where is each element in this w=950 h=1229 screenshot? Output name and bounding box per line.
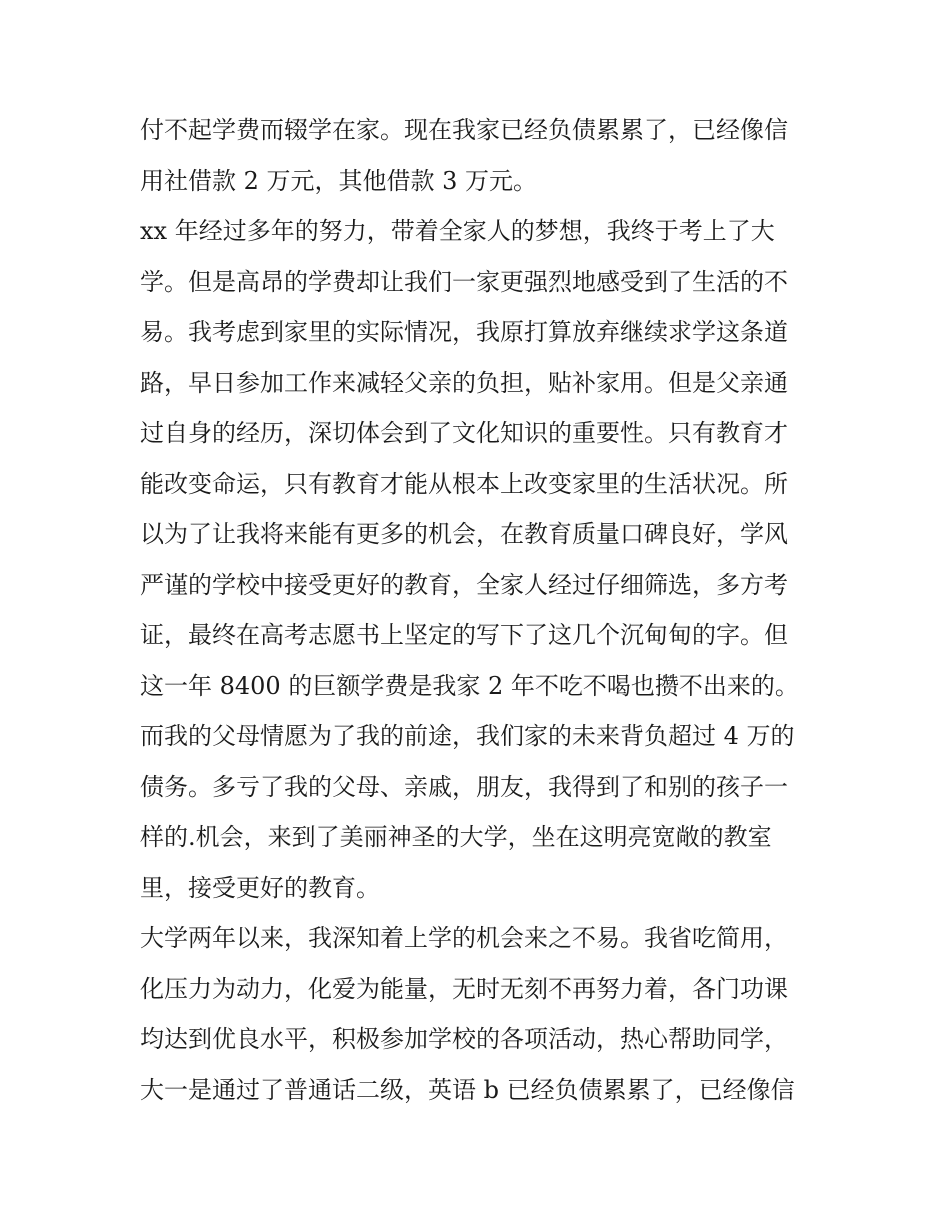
text-line: 化压力为动力，化爱为能量，无时无刻不再努力着，各门功课 [140, 974, 788, 1003]
text-line: 路，早日参加工作来减轻父亲的负担，贴补家用。但是父亲通 [140, 368, 788, 397]
text-line: 样的.机会，来到了美丽神圣的大学，坐在这明亮宽敞的教室 [140, 823, 772, 851]
text-line: 付不起学费而辍学在家。现在我家已经负债累累了，已经像信 [140, 116, 788, 144]
text-line: 易。我考虑到家里的实际情况，我原打算放弃继续求学这条道 [140, 318, 788, 346]
text-line: xx 年经过多年的努力，带着全家人的梦想，我终于考上了大 [140, 217, 775, 245]
text-line: 证，最终在高考志愿书上坚定的写下了这几个沉甸甸的字。但 [140, 621, 788, 649]
text-line: 能改变命运，只有教育才能从根本上改变家里的生活状况。所 [140, 469, 788, 498]
text-line: 而我的父母情愿为了我的前途，我们家的未来背负超过 4 万的 [140, 722, 795, 750]
document-body-text [140, 105, 820, 1115]
text-line: 这一年 8400 的巨额学费是我家 2 年不吃不喝也攒不出来的。 [140, 671, 799, 700]
text-line: 里，接受更好的教育。 [140, 873, 380, 902]
text-line: 过自身的经历，深切体会到了文化知识的重要性。只有教育才 [140, 419, 788, 447]
text-line: 严谨的学校中接受更好的教育，全家人经过仔细筛选，多方考 [140, 570, 788, 599]
text-line: 以为了让我将来能有更多的机会，在教育质量口碑良好，学风 [140, 520, 788, 548]
text-line: 大学两年以来，我深知着上学的机会来之不易。我省吃简用， [140, 924, 788, 952]
text-line: 债务。多亏了我的父母、亲戚，朋友，我得到了和别的孩子一 [140, 772, 788, 801]
text-line: 大一是通过了普通话二级，英语 b 已经负债累累了，已经像信 [140, 1075, 795, 1104]
text-line: 学。但是高昂的学费却让我们一家更强烈地感受到了生活的不 [140, 267, 788, 296]
text-line: 均达到优良水平，积极参加学校的各项活动，热心帮助同学， [140, 1025, 788, 1053]
text-line: 用社借款 2 万元，其他借款 3 万元。 [140, 166, 538, 195]
